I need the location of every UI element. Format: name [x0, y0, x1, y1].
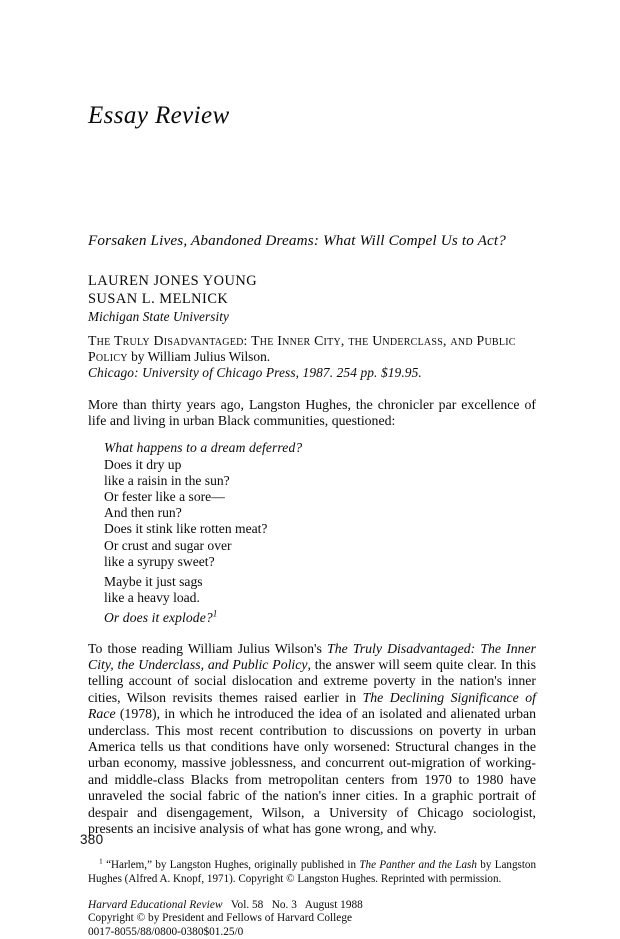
poem-line: Or crust and sugar over: [104, 537, 232, 553]
poem-line: Maybe it just sags: [104, 573, 203, 589]
main-para-segment-3: (1978), in which he introduced the idea of an isolated and alienated urban underclass. This most recent contribution to discussions on poverty in urban America tells us that conditions have only worsened: Structural changes in the urban economy, massive joblessness, and concurrent out-migration of working- and middle-class Blacks from metropolitan centers from 1970 to 1980 have unraveled the social fabric of the nation's inner cities. In a graphic portrait of despair and disengagement, Wilson, a University of Chicago sociologist, presents an incisive analysis of what has gone wrong, and why.: [88, 706, 536, 837]
citation-book-title: The Truly Disadvantaged: The Inner City, the Underclass, and Public Policy: [88, 332, 516, 365]
book-citation: [88, 326, 536, 382]
poem-line: Or fester like a sore—: [104, 488, 225, 504]
author-name-primary: LAUREN JONES YOUNG: [88, 273, 258, 290]
article-title: Forsaken Lives, Abandoned Dreams: What Will Compel Us to Act?: [88, 232, 507, 249]
footnote-spacer: [88, 859, 99, 871]
imprint-copyright: Copyright © by President and Fellows of Harvard College: [88, 912, 352, 925]
imprint-issn-code: 0017-8055/88/0800-0380$01.25/0: [88, 925, 244, 938]
poem-line: Or does it explode?$^1$: [104, 608, 218, 626]
main-paragraph: [88, 627, 536, 838]
section-heading: Essay Review: [88, 102, 230, 129]
poem-line: like a syrupy sweet?: [104, 553, 215, 569]
poem-line: And then run?: [104, 505, 182, 521]
poem-blockquote: [88, 429, 536, 626]
book-title-declining-significance: The Declining Significance of Race: [88, 689, 536, 722]
citation-publication: Chicago: University of Chicago Press, 1987. 254 pp. $19.95.: [88, 365, 422, 381]
main-para-segment-2: , the answer will seem quite clear. In this telling account of social dislocation and extreme poverty in the nation's inner cities, Wilson revisits themes raised earlier in: [88, 656, 536, 705]
poem-line: What happens to a dream deferred?: [104, 440, 303, 456]
imprint-volume-info: Vol. 58 No. 3 August 1988: [222, 898, 363, 911]
book-title-truly-disadvantaged: The Truly Disadvantaged: The Inner City, the Underclass, and Public Policy: [88, 640, 537, 672]
imprint-journal-name: Harvard Educational Review: [88, 898, 223, 911]
journal-imprint: [88, 886, 536, 939]
poem-footnote-marker: 1: [212, 608, 218, 619]
footnote-segment-1: “Harlem,” by Langston Hughes, originally published in: [102, 859, 360, 872]
footnote-1: [88, 837, 536, 885]
author-affiliation: Michigan State University: [88, 309, 229, 325]
intro-paragraph: More than thirty years ago, Langston Hughes, the chronicler par excellence of life and living in urban Black communities, questioned:: [88, 396, 536, 428]
footnote-book-title: The Panther and the Lash: [359, 859, 477, 872]
footnote-segment-2: by Langston Hughes (Alfred A. Knopf, 1971). Copyright © Langston Hughes. Reprinted with permission.: [88, 859, 536, 885]
page-content: [88, 0, 536, 939]
author-name-secondary: SUSAN L. MELNICK: [88, 290, 229, 307]
main-para-segment-1: To those reading William Julius Wilson's: [88, 640, 328, 656]
author-block: [88, 250, 536, 326]
poem-line: Does it stink like rotten meat?: [104, 521, 268, 537]
imprint-journal-line: [88, 899, 536, 912]
poem-line: like a raisin in the sun?: [104, 472, 230, 488]
page-number: 380: [80, 832, 104, 847]
footnote-marker: 1: [99, 856, 103, 866]
poem-line: like a heavy load.: [104, 590, 200, 606]
poem-line: Does it dry up: [104, 456, 182, 472]
citation-byline: by William Julius Wilson.: [131, 349, 271, 365]
citation-title-line: [88, 333, 536, 365]
